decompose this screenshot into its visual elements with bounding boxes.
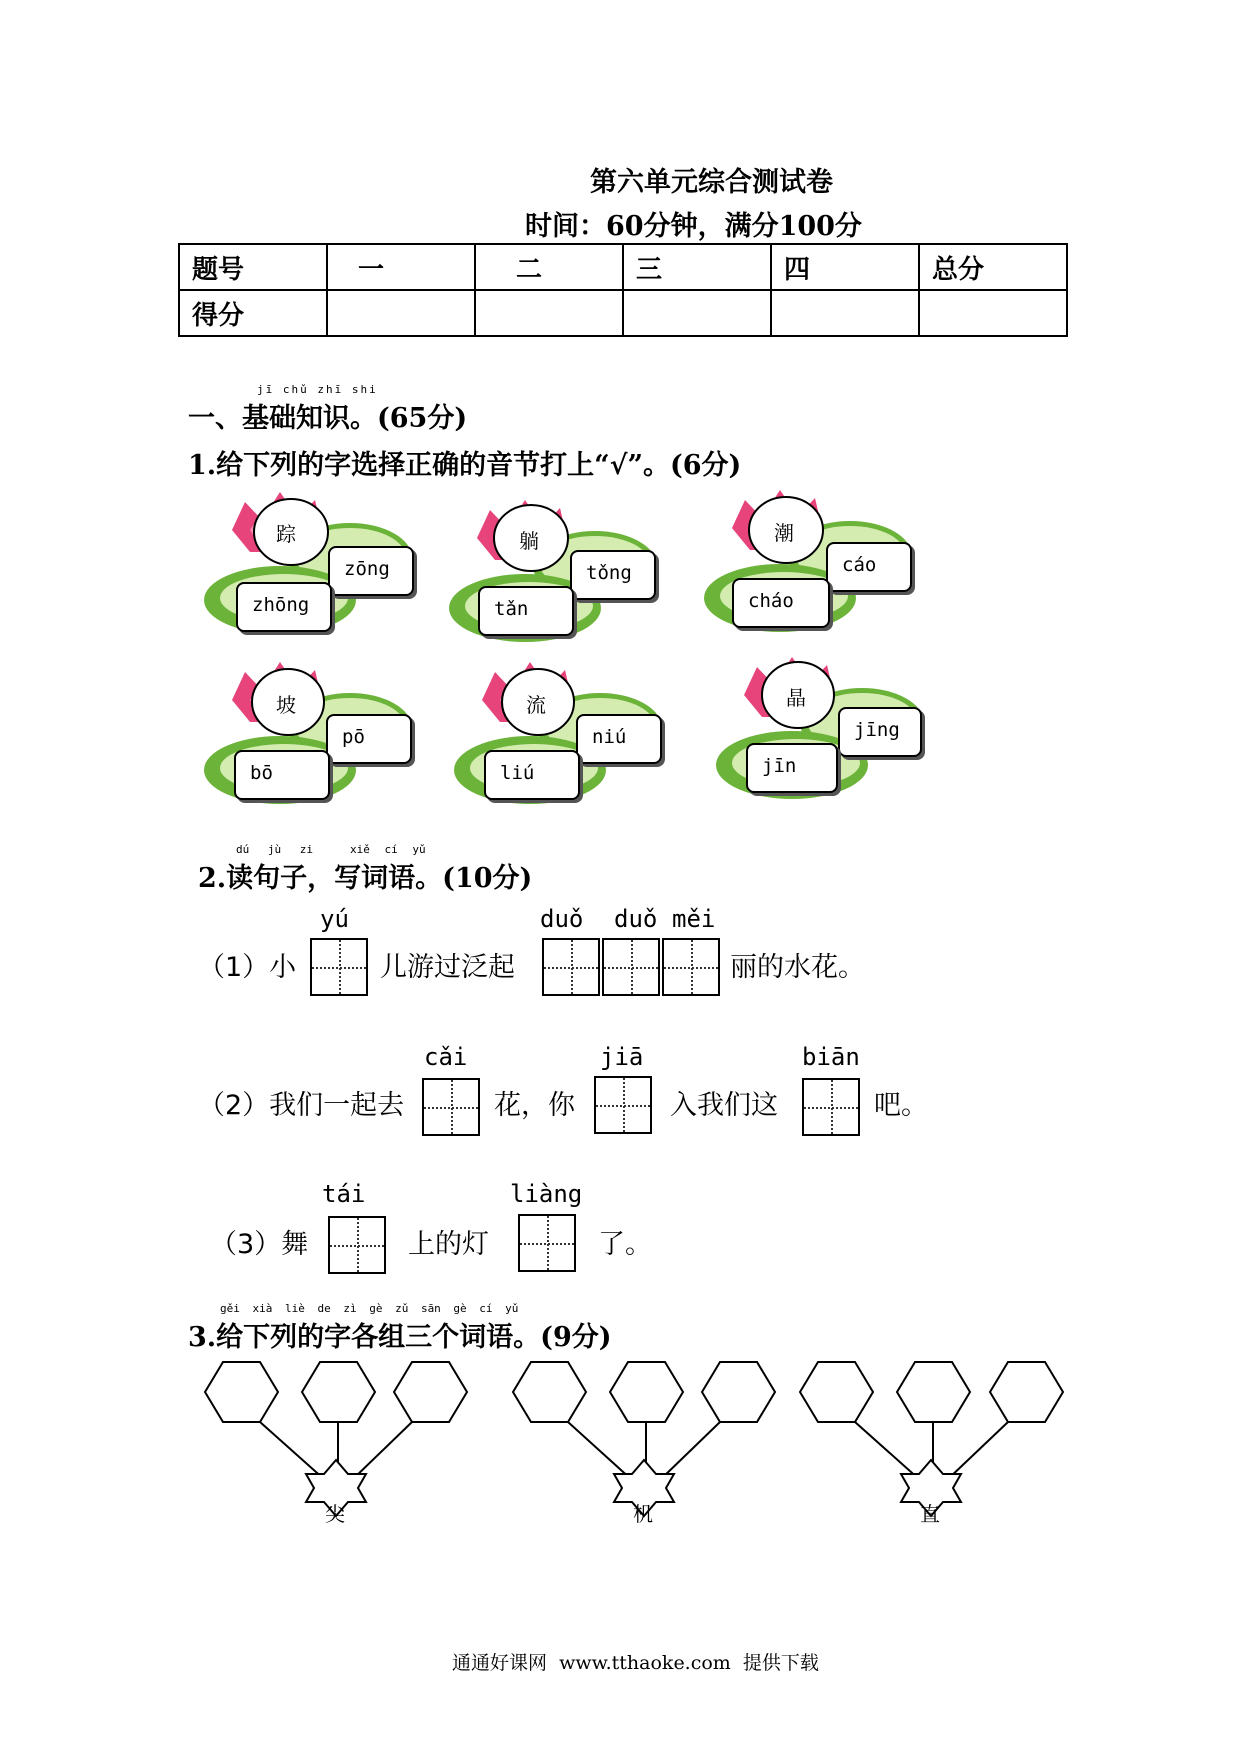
pinyin-hint: duǒ — [614, 905, 658, 933]
lotus-item — [445, 498, 665, 648]
hexagon-box — [302, 1362, 375, 1422]
pinyin-hint: biān — [802, 1043, 860, 1071]
sentence-text: 了。 — [598, 1229, 652, 1260]
table-cell: 四 — [771, 244, 919, 290]
tianzige-box[interactable] — [602, 938, 660, 996]
tianzige-box[interactable] — [422, 1078, 480, 1136]
lotus-item — [700, 488, 920, 638]
word-group-char: 机 — [633, 1502, 653, 1526]
pinyin-option-upper[interactable]: zōng — [328, 546, 414, 596]
lotus-char: 晶 — [786, 686, 806, 710]
lotus-item — [200, 660, 420, 810]
pinyin-option-upper[interactable]: tǒng — [570, 550, 656, 600]
pinyin-hint: liàng — [510, 1180, 583, 1208]
lotus-item — [200, 490, 420, 640]
sentence-label: （3）舞 — [210, 1229, 309, 1260]
sentence-text: 吧。 — [874, 1090, 928, 1121]
pinyin-hint: tái — [322, 1180, 366, 1208]
tianzige-box[interactable] — [328, 1216, 386, 1274]
pinyin-hint: duǒ — [540, 905, 584, 933]
tianzige-box[interactable] — [518, 1214, 576, 1272]
sentence-text: 上的灯 — [408, 1229, 489, 1260]
pinyin-hint: cǎi — [424, 1043, 468, 1071]
sentence-text: 儿游过泛起 — [380, 952, 515, 983]
tianzige-box[interactable] — [542, 938, 600, 996]
pinyin-option-lower[interactable]: jīn — [746, 743, 838, 793]
table-cell: 得分 — [179, 290, 327, 336]
page-subtitle: 时间：60分钟，满分100分 — [525, 211, 862, 242]
pinyin-hint: yú — [320, 905, 349, 933]
hexagon-box — [205, 1362, 278, 1422]
pinyin-option-lower[interactable]: zhōng — [236, 582, 332, 632]
pinyin-option-lower[interactable]: bō — [234, 750, 330, 800]
sentence-text: 入我们这 — [670, 1090, 778, 1121]
page-title: 第六单元综合测试卷 — [590, 167, 833, 198]
section1-heading: 一、基础知识。(65分) — [188, 403, 468, 434]
hexagon-box — [897, 1362, 970, 1422]
pinyin-option-upper[interactable]: niú — [576, 714, 662, 764]
hexagon-box — [800, 1362, 873, 1422]
tianzige-box[interactable] — [662, 938, 720, 996]
table-cell: 总分 — [919, 244, 1067, 290]
hexagon-box — [990, 1362, 1063, 1422]
tianzige-box[interactable] — [310, 938, 368, 996]
table-cell: 题号 — [179, 244, 327, 290]
sentence-text: 丽的水花。 — [730, 952, 865, 983]
lotus-char: 潮 — [774, 521, 794, 545]
word-group-diagram — [0, 1350, 1240, 1550]
footer-text: 通通好课网 www.tthaoke.com 提供下载 — [452, 1652, 819, 1674]
pinyin-option-upper[interactable]: jīng — [838, 707, 922, 757]
lotus-char: 流 — [526, 693, 546, 717]
tianzige-box[interactable] — [594, 1076, 652, 1134]
word-group — [205, 1362, 467, 1516]
pinyin-hint: měi — [672, 905, 716, 933]
tianzige-box[interactable] — [802, 1078, 860, 1136]
q3-pinyin: gěi xià liè de zì gè zǔ sān gè cí yǔ — [220, 1302, 519, 1315]
lotus-char: 踪 — [276, 522, 296, 546]
section1-pinyin: jī chǔ zhī shi — [257, 383, 378, 396]
word-group — [800, 1362, 1063, 1516]
q1-heading: 1.给下列的字选择正确的音节打上“√”。(6分) — [188, 450, 742, 481]
word-group-char: 尖 — [325, 1502, 345, 1526]
hexagon-box — [513, 1362, 586, 1422]
sentence-label: （2）我们一起去 — [198, 1090, 405, 1121]
q2-pinyin-b: xiě cí yǔ — [350, 843, 426, 856]
pinyin-option-upper[interactable]: pō — [326, 714, 412, 764]
lotus-item — [450, 660, 670, 810]
pinyin-option-lower[interactable]: cháo — [732, 578, 830, 628]
table-cell: 一 — [327, 244, 475, 290]
hexagon-box — [702, 1362, 775, 1422]
sentence-label: （1）小 — [198, 952, 297, 983]
lotus-char: 躺 — [519, 529, 539, 553]
sentence-text: 花，你 — [494, 1090, 575, 1121]
pinyin-option-upper[interactable]: cáo — [826, 542, 912, 592]
pinyin-option-lower[interactable]: tǎn — [478, 586, 574, 636]
word-group — [513, 1362, 775, 1516]
table-cell: 二 — [475, 244, 623, 290]
q2-pinyin-a: dú jù zi — [236, 843, 313, 856]
table-cell: 三 — [623, 244, 771, 290]
lotus-char: 坡 — [276, 693, 296, 717]
q2-heading: 2.读句子，写词语。(10分) — [198, 863, 533, 894]
word-group-char: 直 — [920, 1502, 940, 1526]
pinyin-option-lower[interactable]: liú — [484, 750, 580, 800]
hexagon-box — [394, 1362, 467, 1422]
hexagon-box — [610, 1362, 683, 1422]
q3-heading: 3.给下列的字各组三个词语。(9分) — [188, 1322, 612, 1353]
pinyin-hint: jiā — [600, 1043, 644, 1071]
lotus-item — [712, 655, 932, 805]
